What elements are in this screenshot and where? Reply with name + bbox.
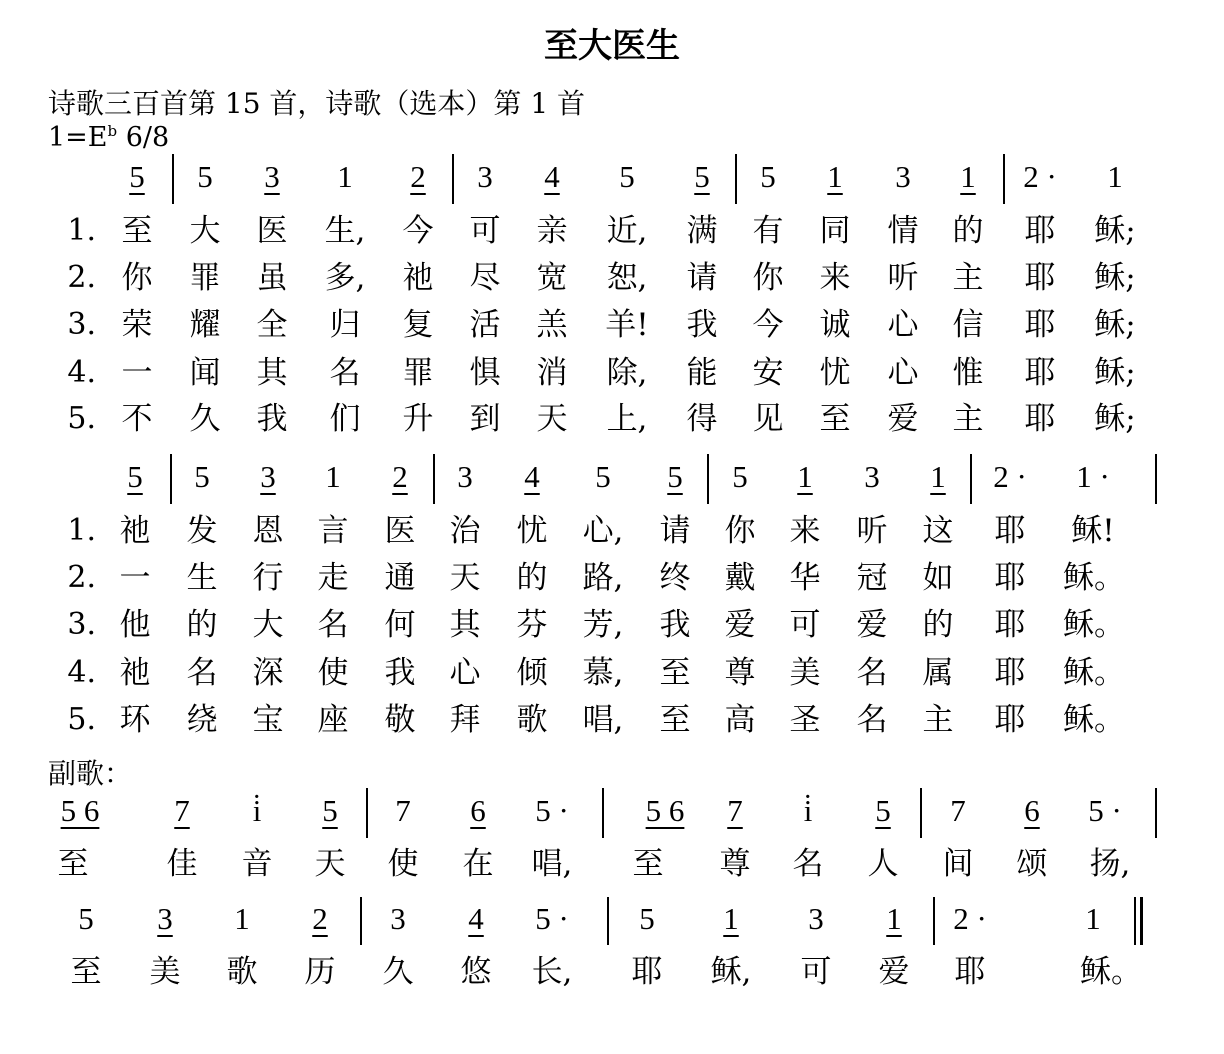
lyric-syllable: 芬 [516, 607, 548, 643]
lyric-syllable: 我 [384, 655, 416, 691]
lyric-syllable: 上, [606, 401, 648, 437]
lyric-syllable: 圣 [789, 702, 821, 738]
note: 5 · [535, 901, 569, 936]
note: 4 [468, 901, 484, 936]
lyric-syllable: 近, [606, 213, 648, 249]
lyric-syllable: 祂 [402, 260, 434, 296]
lyric-syllable: 我 [659, 607, 691, 643]
lyric-syllable: 满 [686, 213, 718, 249]
lyric-syllable: 主 [952, 401, 984, 437]
lyric-syllable: 活 [469, 307, 501, 343]
lyric-syllable: 冠 [856, 560, 888, 596]
note: 1 [886, 901, 902, 936]
lyric-syllable: 可 [469, 213, 501, 249]
lyric-syllable: 深 [252, 655, 284, 691]
lyric-syllable: 今 [402, 213, 434, 249]
lyric-syllable: 高 [724, 702, 756, 738]
verse-number: 3. [67, 607, 96, 642]
lyric-syllable: 使 [387, 846, 419, 882]
lyric-syllable: 你 [121, 260, 153, 296]
lyric-syllable: 大 [189, 213, 221, 249]
lyric-syllable: 同 [819, 213, 851, 249]
note: 3 [157, 901, 173, 936]
barline [1155, 788, 1157, 838]
lyric-syllable: 治 [449, 513, 481, 549]
verse-number: 1. [67, 213, 96, 248]
lyric-syllable: 一 [119, 560, 151, 596]
lyric-syllable: 惧 [469, 355, 501, 391]
lyric-syllable: 稣, [710, 954, 752, 990]
lyric-syllable: 见 [752, 401, 784, 437]
lyric-syllable: 耶 [1024, 260, 1056, 296]
lyric-syllable: 恕, [606, 260, 648, 296]
note: 7 [950, 793, 966, 828]
lyric-syllable: 如 [922, 560, 954, 596]
lyric-syllable: 拜 [449, 702, 481, 738]
lyric-syllable: 可 [800, 954, 832, 990]
lyric-syllable: 稣! [1071, 513, 1115, 549]
lyric-syllable: 今 [752, 307, 784, 343]
lyric-syllable: 惟 [952, 355, 984, 391]
lyric-syllable: 有 [752, 213, 784, 249]
lyric-syllable: 名 [186, 655, 218, 691]
lyric-syllable: 唱, [582, 702, 624, 738]
barline [1155, 454, 1157, 504]
note: i̇ [252, 793, 262, 828]
note: 5 [322, 793, 338, 828]
lyric-syllable: 们 [329, 401, 361, 437]
lyric-syllable: 归 [329, 307, 361, 343]
note: 6 [470, 793, 486, 828]
verse-number: 4. [67, 355, 96, 390]
lyric-syllable: 心 [887, 355, 919, 391]
lyric-syllable: 尊 [719, 846, 751, 882]
lyric-syllable: 华 [789, 560, 821, 596]
lyric-syllable: 耶 [994, 607, 1026, 643]
lyric-syllable: 通 [384, 560, 416, 596]
note: 5 [694, 159, 710, 194]
lyric-syllable: 天 [449, 560, 481, 596]
lyric-syllable: 爱 [724, 607, 756, 643]
note: 1 [1085, 901, 1101, 936]
note: 3 [260, 459, 276, 494]
lyric-syllable: 不 [121, 401, 153, 437]
note: 5 [127, 459, 143, 494]
lyric-syllable: 宽 [536, 260, 568, 296]
hymn-title: 至大医生 [544, 26, 680, 66]
lyric-syllable: 情 [887, 213, 919, 249]
note: 5 [129, 159, 145, 194]
note: 3 [390, 901, 406, 936]
lyric-syllable: 至 [659, 655, 691, 691]
lyric-syllable: 耶 [954, 954, 986, 990]
verse-number: 3. [67, 307, 96, 342]
lyric-syllable: 爱 [887, 401, 919, 437]
note: 1 [337, 159, 353, 194]
note: 5 [760, 159, 776, 194]
lyric-syllable: 稣; [1094, 307, 1136, 343]
verse-number: 5. [67, 702, 96, 737]
note: 4 [524, 459, 540, 494]
lyric-syllable: 戴 [724, 560, 756, 596]
note: 5 · [535, 793, 569, 828]
lyric-syllable: 一 [121, 355, 153, 391]
lyric-syllable: 耶 [631, 954, 663, 990]
lyric-syllable: 行 [252, 560, 284, 596]
lyric-syllable: 属 [922, 655, 954, 691]
lyric-syllable: 来 [819, 260, 851, 296]
note: 7 [395, 793, 411, 828]
lyric-syllable: 医 [256, 213, 288, 249]
lyric-syllable: 来 [789, 513, 821, 549]
lyric-syllable: 忧 [516, 513, 548, 549]
lyric-syllable: 扬, [1089, 846, 1131, 882]
lyric-syllable: 他 [119, 607, 151, 643]
note: 1 [1107, 159, 1123, 194]
lyric-syllable: 得 [686, 401, 718, 437]
note: 2 [410, 159, 426, 194]
note: 5 · [1088, 793, 1122, 828]
note: 3 [895, 159, 911, 194]
lyric-syllable: 言 [317, 513, 349, 549]
lyric-syllable: 其 [256, 355, 288, 391]
lyric-syllable: 心 [449, 655, 481, 691]
lyric-syllable: 敬 [384, 702, 416, 738]
note: i̇ [803, 793, 813, 828]
lyric-syllable: 忧 [819, 355, 851, 391]
verse-number: 1. [67, 513, 96, 548]
lyric-syllable: 佳 [166, 846, 198, 882]
lyric-syllable: 羊! [605, 307, 649, 343]
note: 5 [78, 901, 94, 936]
lyric-syllable: 芳, [582, 607, 624, 643]
lyric-syllable: 到 [469, 401, 501, 437]
lyric-syllable: 心 [887, 307, 919, 343]
lyric-syllable: 主 [952, 260, 984, 296]
lyric-syllable: 请 [686, 260, 718, 296]
note: 1 [960, 159, 976, 194]
lyric-syllable: 消 [536, 355, 568, 391]
lyric-syllable: 歌 [226, 954, 258, 990]
lyric-syllable: 至 [57, 846, 89, 882]
lyric-syllable: 你 [724, 513, 756, 549]
lyric-syllable: 耶 [994, 560, 1026, 596]
lyric-syllable: 大 [252, 607, 284, 643]
lyric-syllable: 主 [922, 702, 954, 738]
note: 6 [1024, 793, 1040, 828]
lyric-syllable: 稣; [1094, 213, 1136, 249]
note: 3 [808, 901, 824, 936]
lyric-syllable: 爱 [856, 607, 888, 643]
lyric-syllable: 历 [304, 954, 336, 990]
time-signature: 6/8 [125, 122, 170, 153]
lyric-syllable: 祂 [119, 513, 151, 549]
key-signature [48, 122, 169, 153]
lyric-syllable: 耶 [1024, 213, 1056, 249]
lyric-syllable: 长, [531, 954, 573, 990]
note: 1 [234, 901, 250, 936]
lyric-syllable: 美 [149, 954, 181, 990]
note: 5 [619, 159, 635, 194]
note: 3 [264, 159, 280, 194]
lyric-syllable: 祂 [119, 655, 151, 691]
lyric-syllable: 恩 [252, 513, 284, 549]
lyric-syllable: 稣。 [1080, 954, 1142, 990]
lyric-syllable: 医 [384, 513, 416, 549]
note: 2 · [1023, 159, 1057, 194]
lyric-syllable: 诚 [819, 307, 851, 343]
lyric-syllable: 音 [241, 846, 273, 882]
lyric-syllable: 罪 [189, 260, 221, 296]
note: 1 [797, 459, 813, 494]
lyric-syllable: 荣 [121, 307, 153, 343]
lyric-syllable: 爱 [878, 954, 910, 990]
lyric-syllable: 座 [317, 702, 349, 738]
note: 5 [639, 901, 655, 936]
lyric-syllable: 人 [867, 846, 899, 882]
note: 5 6 [60, 793, 100, 828]
lyric-syllable: 名 [329, 355, 361, 391]
lyric-syllable: 久 [189, 401, 221, 437]
lyric-syllable: 生, [324, 213, 366, 249]
lyric-syllable: 名 [856, 655, 888, 691]
note: 5 6 [645, 793, 685, 828]
chorus-label: 副歌： [48, 757, 133, 790]
note: 7 [174, 793, 190, 828]
verse-number: 4. [67, 655, 96, 690]
lyric-syllable: 除, [606, 355, 648, 391]
lyric-syllable: 虽 [256, 260, 288, 296]
lyric-syllable: 稣。 [1063, 655, 1125, 691]
lyric-syllable: 安 [752, 355, 784, 391]
lyric-syllable: 使 [317, 655, 349, 691]
lyric-syllable: 美 [789, 655, 821, 691]
lyric-syllable: 其 [449, 607, 481, 643]
lyric-syllable: 名 [856, 702, 888, 738]
lyric-syllable: 心, [582, 513, 624, 549]
note: 1 · [1076, 459, 1110, 494]
lyric-syllable: 久 [382, 954, 414, 990]
lyric-syllable: 走 [317, 560, 349, 596]
barline [602, 788, 604, 838]
lyric-syllable: 罪 [402, 355, 434, 391]
lyric-syllable: 颂 [1016, 846, 1048, 882]
lyric-syllable: 耶 [994, 655, 1026, 691]
note: 7 [727, 793, 743, 828]
note: 5 [595, 459, 611, 494]
lyric-syllable: 生 [186, 560, 218, 596]
lyric-syllable: 稣; [1094, 355, 1136, 391]
lyric-syllable: 终 [659, 560, 691, 596]
note: 2 · [953, 901, 987, 936]
note: 1 [325, 459, 341, 494]
lyric-syllable: 这 [922, 513, 954, 549]
lyric-syllable: 耶 [1024, 355, 1056, 391]
lyric-syllable: 的 [186, 607, 218, 643]
final-barline-thick [1140, 897, 1143, 945]
note: 5 [667, 459, 683, 494]
lyric-syllable: 宝 [252, 702, 284, 738]
lyric-syllable: 信 [952, 307, 984, 343]
lyric-syllable: 至 [659, 702, 691, 738]
lyric-syllable: 全 [256, 307, 288, 343]
lyric-syllable: 天 [314, 846, 346, 882]
lyric-syllable: 的 [516, 560, 548, 596]
lyric-syllable: 尊 [724, 655, 756, 691]
note: 3 [864, 459, 880, 494]
lyric-syllable: 至 [121, 213, 153, 249]
lyric-syllable: 尽 [469, 260, 501, 296]
lyric-syllable: 天 [536, 401, 568, 437]
lyric-syllable: 耶 [1024, 401, 1056, 437]
lyric-syllable: 我 [686, 307, 718, 343]
lyric-syllable: 亲 [536, 213, 568, 249]
lyric-syllable: 何 [384, 607, 416, 643]
hymn-source: 诗歌三百首第 15 首，诗歌（选本）第 1 首 [48, 87, 586, 120]
lyric-syllable: 复 [402, 307, 434, 343]
lyric-syllable: 闻 [189, 355, 221, 391]
lyric-syllable: 我 [256, 401, 288, 437]
note: 2 · [993, 459, 1027, 494]
lyric-syllable: 名 [317, 607, 349, 643]
lyric-syllable: 能 [686, 355, 718, 391]
lyric-syllable: 至 [632, 846, 664, 882]
note: 1 [827, 159, 843, 194]
lyric-syllable: 间 [942, 846, 974, 882]
lyric-syllable: 至 [819, 401, 851, 437]
verse-number: 5. [67, 401, 96, 436]
lyric-syllable: 稣。 [1063, 560, 1125, 596]
note: 2 [392, 459, 408, 494]
lyric-syllable: 在 [462, 846, 494, 882]
lyric-syllable: 耶 [994, 513, 1026, 549]
lyric-syllable: 请 [659, 513, 691, 549]
lyric-syllable: 悠 [460, 954, 492, 990]
note: 1 [930, 459, 946, 494]
note: 5 [732, 459, 748, 494]
lyric-syllable: 升 [402, 401, 434, 437]
lyric-syllable: 稣。 [1063, 607, 1125, 643]
lyric-syllable: 名 [792, 846, 824, 882]
lyric-syllable: 听 [887, 260, 919, 296]
lyric-syllable: 稣; [1094, 260, 1136, 296]
lyric-syllable: 的 [952, 213, 984, 249]
lyric-syllable: 发 [186, 513, 218, 549]
lyric-syllable: 绕 [186, 702, 218, 738]
lyric-syllable: 可 [789, 607, 821, 643]
final-barline-thin [1134, 897, 1136, 945]
lyric-syllable: 至 [70, 954, 102, 990]
lyric-syllable: 歌 [516, 702, 548, 738]
key-flat: b [107, 122, 118, 140]
lyric-syllable: 路, [582, 560, 624, 596]
verse-number: 2. [67, 260, 96, 295]
lyric-syllable: 倾 [516, 655, 548, 691]
note: 3 [457, 459, 473, 494]
note: 3 [477, 159, 493, 194]
lyric-syllable: 耀 [189, 307, 221, 343]
lyric-syllable: 唱, [531, 846, 573, 882]
note: 5 [875, 793, 891, 828]
note: 5 [197, 159, 213, 194]
lyric-syllable: 耶 [994, 702, 1026, 738]
lyric-syllable: 羔 [536, 307, 568, 343]
note: 5 [194, 459, 210, 494]
lyric-syllable: 稣; [1094, 401, 1136, 437]
note: 4 [544, 159, 560, 194]
verse-number: 2. [67, 560, 96, 595]
lyric-syllable: 慕, [582, 655, 624, 691]
lyric-syllable: 的 [922, 607, 954, 643]
lyric-syllable: 你 [752, 260, 784, 296]
lyric-syllable: 多, [324, 260, 366, 296]
lyric-syllable: 环 [119, 702, 151, 738]
note: 2 [312, 901, 328, 936]
lyric-syllable: 耶 [1024, 307, 1056, 343]
lyric-syllable: 听 [856, 513, 888, 549]
key-base: 1=E [48, 122, 108, 153]
lyric-syllable: 稣。 [1063, 702, 1125, 738]
note: 1 [723, 901, 739, 936]
